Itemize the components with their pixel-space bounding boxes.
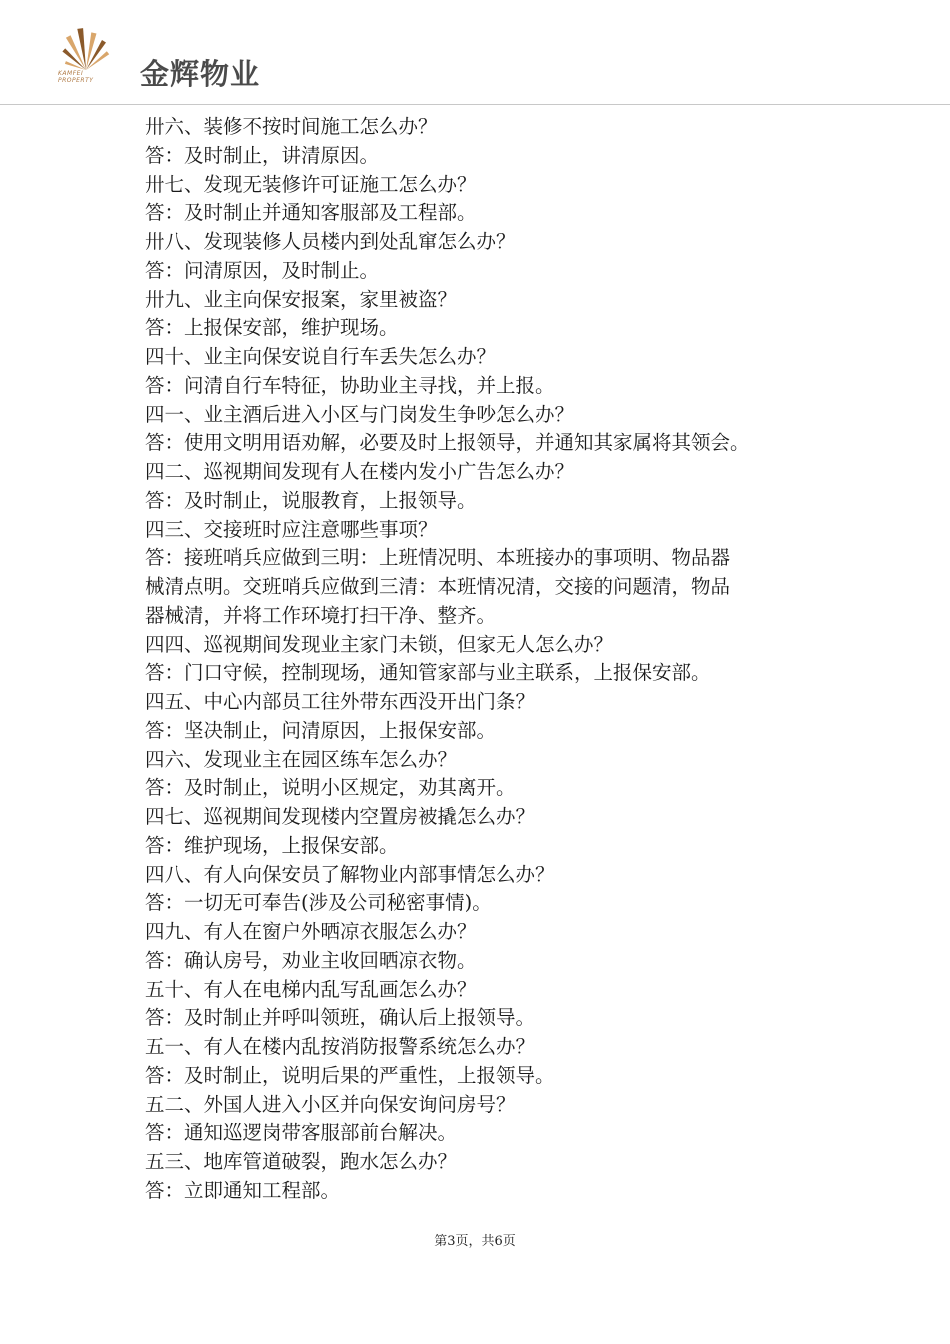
text-line: 四三、交接班时应注意哪些事项？ [145,517,438,541]
page-header [0,0,950,106]
text-line: 四九、有人在窗户外晒凉衣服怎么办？ [145,920,477,943]
text-line: 四一、业主酒后进入小区与门岗发生争吵怎么办？ [145,402,575,426]
brand-logo-mark-icon [58,24,138,74]
text-line: 器械清，并将工作环境打扫干净、整齐。 [145,603,497,627]
text-line: 答：及时制止，说明后果的严重性，上报领导。 [145,1063,555,1087]
text-line: 四七、巡视期间发现楼内空置房被撬怎么办？ [145,805,536,828]
text-line: 答：门口守候，控制现场，通知管家部与业主联系，上报保安部。 [145,661,711,685]
text-line: 械清点明。交班哨兵应做到三清：本班情况清，交接的问题清，物品 [145,575,731,598]
text-line: 四二、巡视期间发现有人在楼内发小广告怎么办？ [145,460,575,483]
page-footer: 第3页，共6页 [434,1234,516,1249]
text-line: 答：问清自行车特征，协助业主寻找，并上报。 [145,373,555,397]
text-line: 四八、有人向保安员了解物业内部事情怎么办？ [145,862,555,886]
text-line: 答：维护现场，上报保安部。 [145,833,399,857]
text-line: 答：及时制止，说明小区规定，劝其离开。 [145,776,516,800]
text-line: 答：确认房号，劝业主收回晒凉衣物。 [145,948,477,972]
text-line: 答：及时制止并通知客服部及工程部。 [145,201,477,225]
brand-sub-text: KAMFEI PROPERTY [58,70,94,84]
text-line: 五二、外国人进入小区并向保安询问房号？ [145,1092,516,1116]
text-line: 答：及时制止并呼叫领班，确认后上报领导。 [145,1006,536,1030]
text-line: 卅九、业主向保安报案，家里被盗？ [145,287,458,311]
text-line: 卅八、发现装修人员楼内到处乱窜怎么办？ [145,230,516,253]
text-line: 四五、中心内部员工往外带东西没开出门条？ [145,690,536,713]
text-line: 卅七、发现无装修许可证施工怎么办？ [145,172,477,196]
text-line: 四六、发现业主在园区练车怎么办？ [145,747,458,771]
text-line: 答：坚决制止，问清原因，上报保安部。 [145,718,497,742]
brand-logo [58,24,268,94]
header-divider [0,104,950,105]
text-line: 答：接班哨兵应做到三明：上班情况明、本班接办的事项明、物品器 [145,546,731,570]
text-line: 答：通知巡逻岗带客服部前台解决。 [145,1121,458,1145]
text-line: 答：立即通知工程部。 [145,1178,341,1202]
text-line: 答：问清原因，及时制止。 [145,258,380,282]
text-line: 答：及时制止，讲清原因。 [145,143,380,167]
text-line: 答：及时制止，说服教育，上报领导。 [145,488,477,512]
text-line: 卅六、装修不按时间施工怎么办？ [145,115,438,138]
text-line: 答：上报保安部，维护现场。 [145,316,399,340]
text-line: 五十、有人在电梯内乱写乱画怎么办？ [145,977,477,1001]
text-line: 四十、业主向保安说自行车丢失怎么办？ [145,345,497,368]
text-line: 答：一切无可奉告(涉及公司秘密事情)。 [145,891,492,915]
text-line: 五三、地库管道破裂，跑水怎么办？ [145,1150,458,1173]
text-line: 答：使用文明用语劝解，必要及时上报领导，并通知其家属将其领会。 [145,431,750,455]
text-line: 四四、巡视期间发现业主家门未锁，但家无人怎么办？ [145,632,614,656]
text-line: 五一、有人在楼内乱按消防报警系统怎么办？ [145,1035,536,1058]
brand-name: 金辉物业 [140,57,261,91]
document-body [145,113,815,1206]
